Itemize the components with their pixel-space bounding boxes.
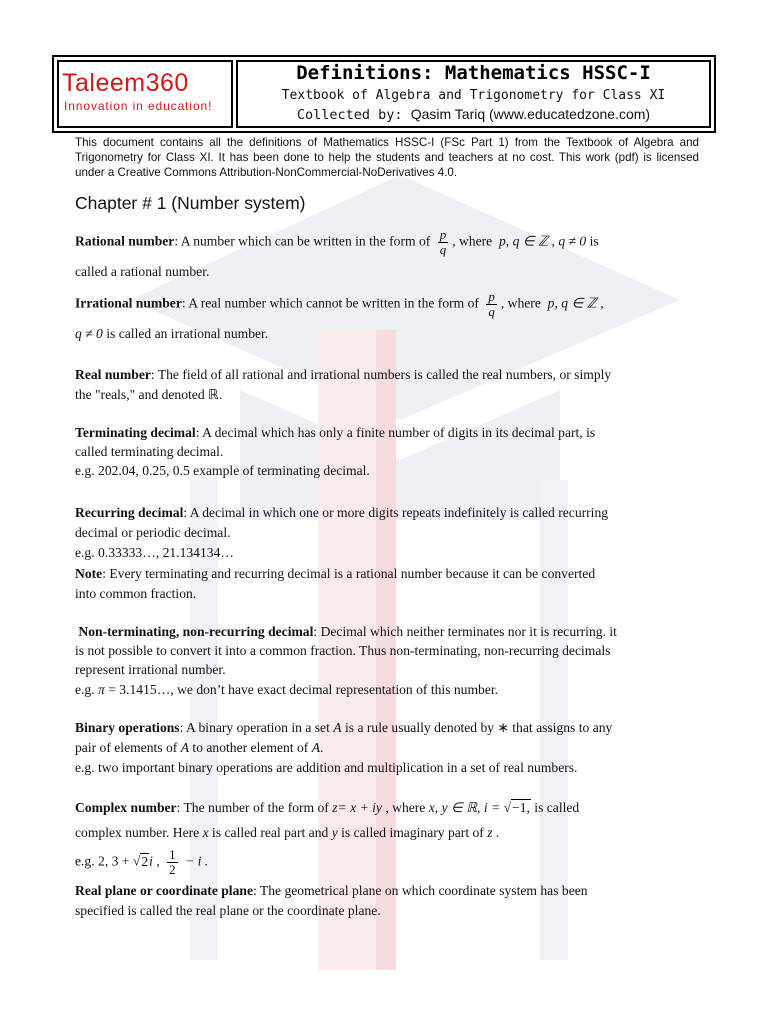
- text-line: [75, 385, 695, 405]
- text-line: decimal or periodic decimal.: [75, 525, 231, 540]
- text-line: [75, 324, 695, 344]
- term: Irrational number: [75, 295, 182, 311]
- math: i: [149, 853, 153, 869]
- term: Binary operations: [75, 720, 180, 735]
- def-real: [75, 365, 695, 385]
- math: 2: [141, 853, 149, 869]
- text: : Decimal which neither terminates nor it is recurring. it: [313, 624, 617, 639]
- document-subtitle: Textbook of Algebra and Trigonometry for Class XI: [281, 88, 666, 103]
- def-irrational: [75, 290, 695, 319]
- denominator: q: [488, 304, 495, 319]
- text: is called: [530, 800, 580, 815]
- text: , where: [500, 295, 541, 311]
- logo-tagline: Innovation in education!: [64, 99, 213, 113]
- term: Non-terminating, non-recurring decimal: [78, 624, 314, 639]
- text: ,: [152, 853, 164, 869]
- math: p, q ∈ ℤ , q ≠ 0: [499, 233, 587, 249]
- math: A: [180, 740, 190, 755]
- def-recurring: [75, 503, 695, 523]
- def-complex: [75, 798, 695, 818]
- text: : A decimal which has only a finite number of digits in its decimal part, is: [195, 425, 596, 440]
- term: Rational number: [75, 233, 175, 249]
- text: .: [492, 825, 500, 840]
- text: is: [586, 233, 599, 249]
- numerator: p: [488, 289, 495, 304]
- text-line: represent irrational number.: [75, 662, 226, 677]
- def-binary: [75, 718, 695, 738]
- text: : A decimal in which one or more digits repeats indefinitely is called recurring: [183, 505, 609, 520]
- text-line: e.g. 202.04, 0.25, 0.5 example of terminating decimal.: [75, 463, 370, 478]
- sqrt-symbol: √: [132, 853, 141, 869]
- text: : The field of all rational and irrational numbers is called the real numbers, or simply: [150, 367, 612, 382]
- def-nonterminating: [75, 622, 695, 642]
- text: : A binary operation in a set: [179, 720, 334, 735]
- def-terminating: [75, 423, 695, 443]
- denominator: 2: [169, 862, 176, 877]
- text-line: called terminating decimal.: [75, 444, 224, 459]
- text: the "reals," and denoted: [75, 387, 209, 402]
- numerator: p: [439, 227, 447, 242]
- term: Note: [75, 566, 103, 581]
- text: .: [320, 740, 324, 755]
- text-line: e.g. two important binary operations are addition and multiplication in a set of real numbers.: [75, 760, 578, 775]
- fraction-p-over-q: [438, 228, 449, 257]
- def-rational: [75, 228, 695, 257]
- text: is a rule usually denoted by ∗ that assigns to any: [341, 720, 613, 735]
- text-line: [75, 680, 695, 700]
- text: e.g.: [75, 682, 99, 697]
- text-line: e.g. 0.33333…, 21.134134…: [75, 545, 234, 560]
- text: is called imaginary part of: [337, 825, 488, 840]
- denominator: q: [439, 242, 447, 257]
- term: Complex number: [75, 800, 177, 815]
- note: [75, 564, 695, 584]
- math: z: [487, 825, 493, 840]
- text: is called real part and: [208, 825, 332, 840]
- text: : Every terminating and recurring decimal is a rational number because it can be converted: [102, 566, 596, 581]
- text-line: [75, 823, 695, 843]
- term: Terminating decimal: [75, 425, 196, 440]
- text: : The geometrical plane on which coordinate system has been: [252, 883, 588, 898]
- text: e.g. 2, 3 +: [75, 853, 133, 869]
- text-line: called a rational number.: [75, 264, 210, 279]
- math: x: [202, 825, 209, 840]
- term: Recurring decimal: [75, 505, 184, 520]
- math: y: [331, 825, 338, 840]
- fraction-one-half: [167, 848, 178, 877]
- collector-name: Qasim Tariq (www.educatedzone.com): [410, 106, 651, 122]
- sqrt-symbol: √: [503, 800, 512, 815]
- collected-by: [236, 107, 711, 123]
- text: pair of elements of: [75, 740, 181, 755]
- math: x, y ∈ ℝ, i =: [428, 800, 504, 815]
- text-line: into common fraction.: [75, 586, 197, 601]
- text: : A real number which cannot be written in the form of: [181, 295, 479, 311]
- math: ℝ: [208, 387, 219, 402]
- math: A: [333, 720, 342, 735]
- text: = 3.1415…, we don’t have exact decimal representation of this number.: [104, 682, 499, 697]
- term: Real plane or coordinate plane: [75, 883, 253, 898]
- text: to another element of: [189, 740, 312, 755]
- text-line: specified is called the real plane or the coordinate plane.: [75, 903, 381, 918]
- math: p, q ∈ ℤ ,: [547, 295, 604, 311]
- def-plane: [75, 881, 695, 901]
- text: : The number of the form of: [176, 800, 333, 815]
- complex-examples: [75, 848, 695, 877]
- math: q ≠ 0: [75, 326, 103, 341]
- term: Real number: [75, 367, 151, 382]
- text: , where: [381, 800, 429, 815]
- text: .: [218, 387, 223, 402]
- chapter-heading: Chapter # 1 (Number system): [75, 193, 306, 213]
- fraction-p-over-q: [486, 290, 497, 319]
- text: , where: [452, 233, 493, 249]
- numerator: 1: [169, 847, 176, 862]
- math: A: [311, 740, 321, 755]
- intro-paragraph: This document contains all the definitions of Mathematics HSSC-I (FSc Part 1) from the Textbook of Algebra and Trigonometry for Class XI. It has been done to help the students and teachers at no cost. This work (pdf) is licensed under a Creative Commons Attribution-NonCommercial-NoDerivatives 4.0.: [75, 136, 699, 179]
- text: : A number which can be written in the form of: [174, 233, 431, 249]
- text-line: is not possible to convert it into a common fraction. Thus non-terminating, non-recurring decimals: [75, 643, 611, 658]
- text-line: [75, 738, 695, 758]
- math: − i .: [181, 853, 209, 869]
- math: −1,: [512, 800, 530, 815]
- math: z= x + iy: [332, 800, 382, 815]
- logo-name: Taleem360: [62, 69, 189, 97]
- text: complex number. Here: [75, 825, 203, 840]
- document-title: Definitions: Mathematics HSSC-I: [296, 62, 651, 84]
- collected-label: Collected by:: [296, 107, 403, 123]
- text: is called an irrational number.: [102, 326, 269, 341]
- math: π: [98, 682, 105, 697]
